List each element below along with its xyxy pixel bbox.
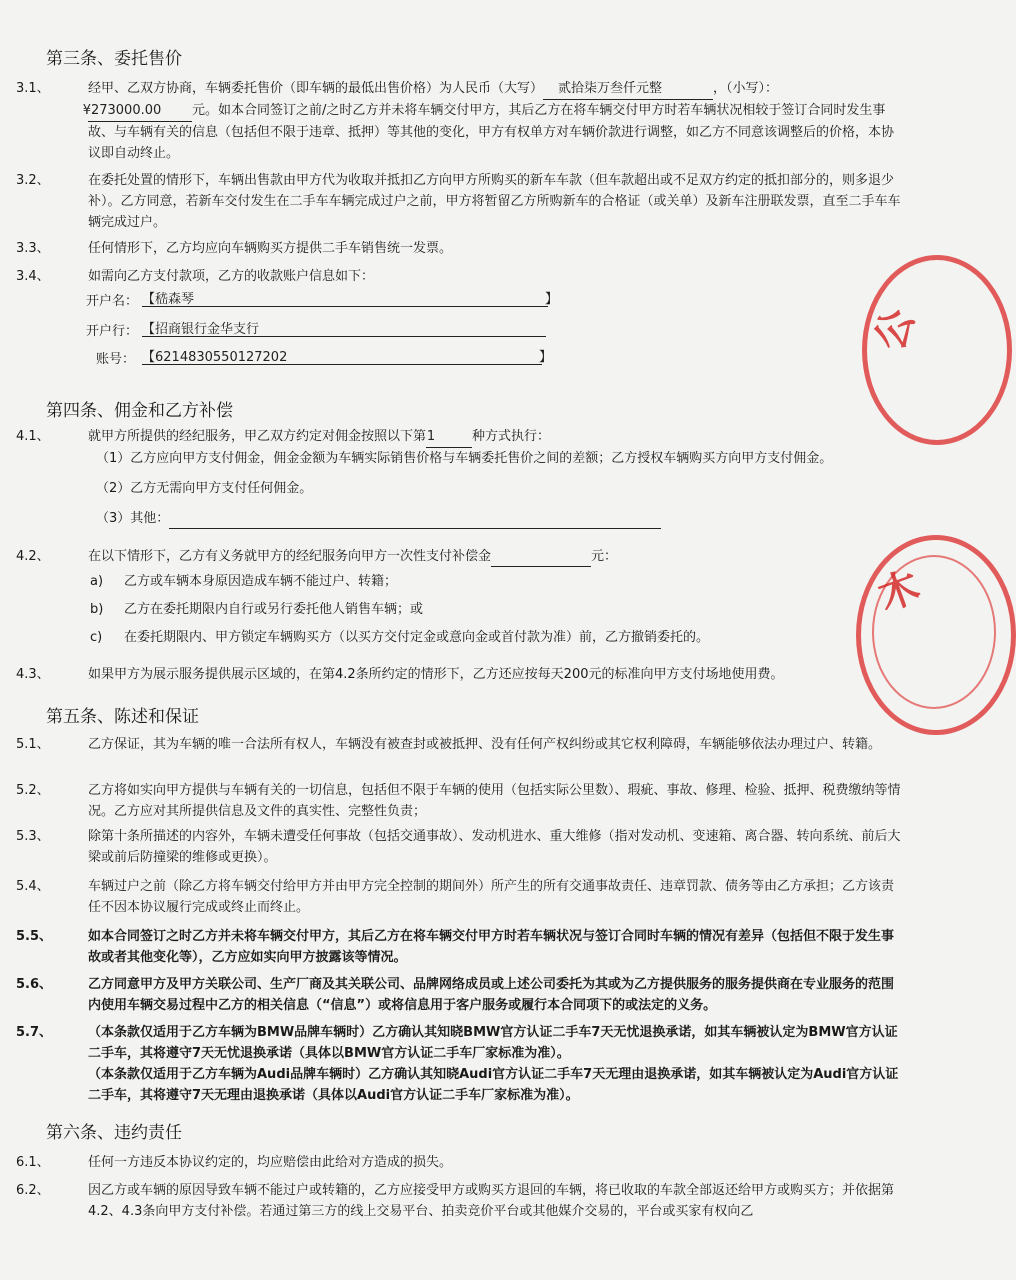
clause-text: （本条款仅适用于乙方车辆为BMW品牌车辆时）乙方确认其知晓BMW官方认证二手车7天无忧退换承诺，如其车辆被认定为BMW官方认证二手车，其将遵守7天无忧退换承诺（具体以BMW官方认证二手车厂家标准为准）。 xyxy=(88,1025,898,1061)
clause-text: 如需向乙方支付款项，乙方的收款账户信息如下： xyxy=(88,269,375,284)
clause-number: 5.1、 xyxy=(16,737,50,752)
clause-text: 乙方保证，其为车辆的唯一合法所有权人，车辆没有被查封或被抵押、没有任何产权纠纷或其它权利障碍，车辆能够依法办理过户、转籍。 xyxy=(88,737,882,752)
clause-4-2 xyxy=(16,546,906,567)
clause-text: 乙方将如实向甲方提供与车辆有关的一切信息，包括但不限于车辆的使用（包括实际公里数）、瑕疵、事故、修理、检验、抵押、税费缴纳等情况。乙方应对其所提供信息及文件的真实性、完整性负责； xyxy=(88,783,901,819)
item-text: 在委托期限内、甲方锁定车辆购买方（以买方交付定金或意向金或首付款为准）前，乙方撤销委托的。 xyxy=(124,630,710,645)
option-3 xyxy=(96,508,876,529)
clause-text: 元： xyxy=(591,549,618,564)
clause-number: 5.6、 xyxy=(16,977,53,992)
clause-number: 5.4、 xyxy=(16,879,50,894)
clause-5-7 xyxy=(16,1022,906,1106)
account-number-field xyxy=(142,346,552,365)
clause-text: 种方式执行： xyxy=(472,429,551,444)
clause-5-1 xyxy=(16,734,906,755)
item-c xyxy=(90,626,709,645)
clause-text: 在以下情形下，乙方有义务就甲方的经纪服务向甲方一次性支付补偿金 xyxy=(88,549,492,564)
clause-text: 车辆过户之前（除乙方将车辆交付给甲方并由甲方完全控制的期间外）所产生的所有交通事故责任、违章罚款、债务等由乙方承担；乙方该责任不因本协议履行完成或终止而终止。 xyxy=(88,879,895,915)
account-number-value: 6214830550127202 xyxy=(155,350,288,365)
clause-3-1 xyxy=(16,78,906,164)
clause-number: 3.1、 xyxy=(16,81,50,96)
option-2: （2）乙方无需向甲方支付任何佣金。 xyxy=(96,481,313,496)
item-label: c) xyxy=(90,630,103,645)
item-text: 乙方在委托期限内自行或另行委托他人销售车辆；或 xyxy=(124,602,424,617)
clause-text: （本条款仅适用于乙方车辆为Audi品牌车辆时）乙方确认其知晓Audi官方认证二手车7天无理由退换承诺，如其车辆被认定为Audi官方认证二手车，其将遵守7天无理由退换承诺（具体以Audi官方认证二手车厂家标准为准）。 xyxy=(88,1067,899,1103)
seal-glyph-bottom: 木 xyxy=(872,563,926,621)
bank-label: 开户行： xyxy=(86,324,139,339)
bracket-close: 】 xyxy=(538,350,552,365)
clause-number: 5.7、 xyxy=(16,1025,53,1040)
clause-number: 5.2、 xyxy=(16,783,50,798)
bank-value: 招商银行金华支行 xyxy=(155,322,260,337)
clause-6-1 xyxy=(16,1152,906,1173)
clause-text: ，（小写）： xyxy=(713,81,779,96)
clause-text: 经甲、乙双方协商，车辆委托售价（即车辆的最低出售价格）为人民币（大写） xyxy=(88,81,544,96)
article-6-heading: 第六条、违约责任 xyxy=(46,1123,182,1143)
clause-number: 4.2、 xyxy=(16,549,50,564)
seal-glyph-top: 公 xyxy=(866,303,924,357)
option-1: （1）乙方应向甲方支付佣金，佣金金额为车辆实际销售价格与车辆委托售价之间的差额；乙方授权车辆购买方向甲方支付佣金。 xyxy=(96,451,833,466)
bracket-close: 】 xyxy=(544,292,558,307)
account-name-value: 嵇森琴 xyxy=(155,292,195,307)
bank-field xyxy=(142,318,546,337)
bracket-open: 【 xyxy=(142,322,156,337)
clause-5-2 xyxy=(16,780,906,822)
option-3-label: （3）其他： xyxy=(96,511,170,526)
clause-number: 3.2、 xyxy=(16,173,50,188)
clause-3-4 xyxy=(16,266,906,287)
clause-6-2 xyxy=(16,1180,906,1222)
clause-number: 6.2、 xyxy=(16,1183,50,1198)
clause-text: 如果甲方为展示服务提供展示区域的，在第4.2条所约定的情形下，乙方还应按每天200元的标准向甲方支付场地使用费。 xyxy=(88,667,784,682)
account-name-field xyxy=(142,288,558,307)
clause-number: 4.1、 xyxy=(16,429,50,444)
clause-text: 任何情形下，乙方均应向车辆购买方提供二手车销售统一发票。 xyxy=(88,241,453,256)
item-a xyxy=(90,570,397,589)
item-b xyxy=(90,598,423,617)
item-text: 乙方或车辆本身原因造成车辆不能过户、转籍； xyxy=(124,574,398,589)
item-label: b) xyxy=(90,602,104,617)
bracket-open: 【 xyxy=(142,292,156,307)
clause-text: 如本合同签订之时乙方并未将车辆交付甲方，其后乙方在将车辆交付甲方时若车辆状况与签订合同时车辆的情况有差异（包括但不限于发生事故或者其他变化等），乙方应如实向甲方披露该等情况。 xyxy=(88,929,895,965)
clause-text: 乙方同意甲方及甲方关联公司、生产厂商及其关联公司、品牌网络成员或上述公司委托为其或为乙方提供服务的服务提供商在专业服务的范围内使用车辆交易过程中乙方的相关信息（“信息”）或将信息用于客户服务或履行本合同项下的或法定的义务。 xyxy=(88,977,895,1013)
price-upper-field: 贰拾柒万叁仟元整 xyxy=(543,78,713,100)
clause-4-3 xyxy=(16,664,906,685)
price-lower-field: ¥273000.00 xyxy=(88,100,192,122)
commission-option-field: 1 xyxy=(426,426,472,448)
clause-text: 在委托处置的情形下，车辆出售款由甲方代为收取并抵扣乙方向甲方所购买的新车车款（但车款超出或不足双方约定的抵扣部分的，则多退少补）。乙方同意，若新车交付发生在二手车车辆完成过户之前，甲方将暂留乙方所购新车的合格证（或关单）及新车注册联发票，直至二手车车辆完成过户。 xyxy=(88,173,901,230)
account-number-label: 账号： xyxy=(96,352,136,367)
clause-text: 除第十条所描述的内容外，车辆未遭受任何事故（包括交通事故）、发动机进水、重大维修（指对发动机、变速箱、离合器、转向系统、前后大梁或前后防撞梁的维修或更换）。 xyxy=(88,829,901,865)
clause-5-5 xyxy=(16,926,906,968)
clause-text: 因乙方或车辆的原因导致车辆不能过户或转籍的，乙方应接受甲方或购买方退回的车辆，将已收取的车款全部返还给甲方或购买方；并依据第4.2、4.3条向甲方支付补偿。若通过第三方的线上交易平台、拍卖竞价平台或其他媒介交易的，平台或买家有权向乙 xyxy=(88,1183,895,1219)
clause-text: 元。如本合同签订之前/之时乙方并未将车辆交付甲方，其后乙方在将车辆交付甲方时若车辆状况相较于签订合同时发生事故、与车辆有关的信息（包括但不限于违章、抵押）等其他的变化，甲方有权单方对车辆价款进行调整，如乙方不同意该调整后的价格，本协议即自动终止。 xyxy=(88,103,895,161)
clause-number: 3.4、 xyxy=(16,269,50,284)
clause-5-6 xyxy=(16,974,906,1016)
clause-3-2 xyxy=(16,170,906,233)
article-3-heading: 第三条、委托售价 xyxy=(46,49,182,69)
clause-5-3 xyxy=(16,826,906,868)
account-name-label: 开户名： xyxy=(86,294,139,309)
clause-number: 5.5、 xyxy=(16,929,53,944)
compensation-blank xyxy=(491,551,591,567)
article-5-heading: 第五条、陈述和保证 xyxy=(46,707,199,727)
clause-number: 3.3、 xyxy=(16,241,50,256)
clause-number: 6.1、 xyxy=(16,1155,50,1170)
clause-4-1 xyxy=(16,426,906,448)
option-3-blank xyxy=(169,513,661,529)
article-4-heading: 第四条、佣金和乙方补偿 xyxy=(46,401,233,421)
clause-text: 就甲方所提供的经纪服务，甲乙双方约定对佣金按照以下第 xyxy=(88,429,427,444)
clause-5-4 xyxy=(16,876,906,918)
clause-text: 任何一方违反本协议约定的，均应赔偿由此给对方造成的损失。 xyxy=(88,1155,453,1170)
clause-number: 5.3、 xyxy=(16,829,50,844)
bracket-open: 【 xyxy=(142,350,156,365)
clause-3-3 xyxy=(16,238,906,259)
clause-number: 4.3、 xyxy=(16,667,50,682)
item-label: a) xyxy=(90,574,104,589)
